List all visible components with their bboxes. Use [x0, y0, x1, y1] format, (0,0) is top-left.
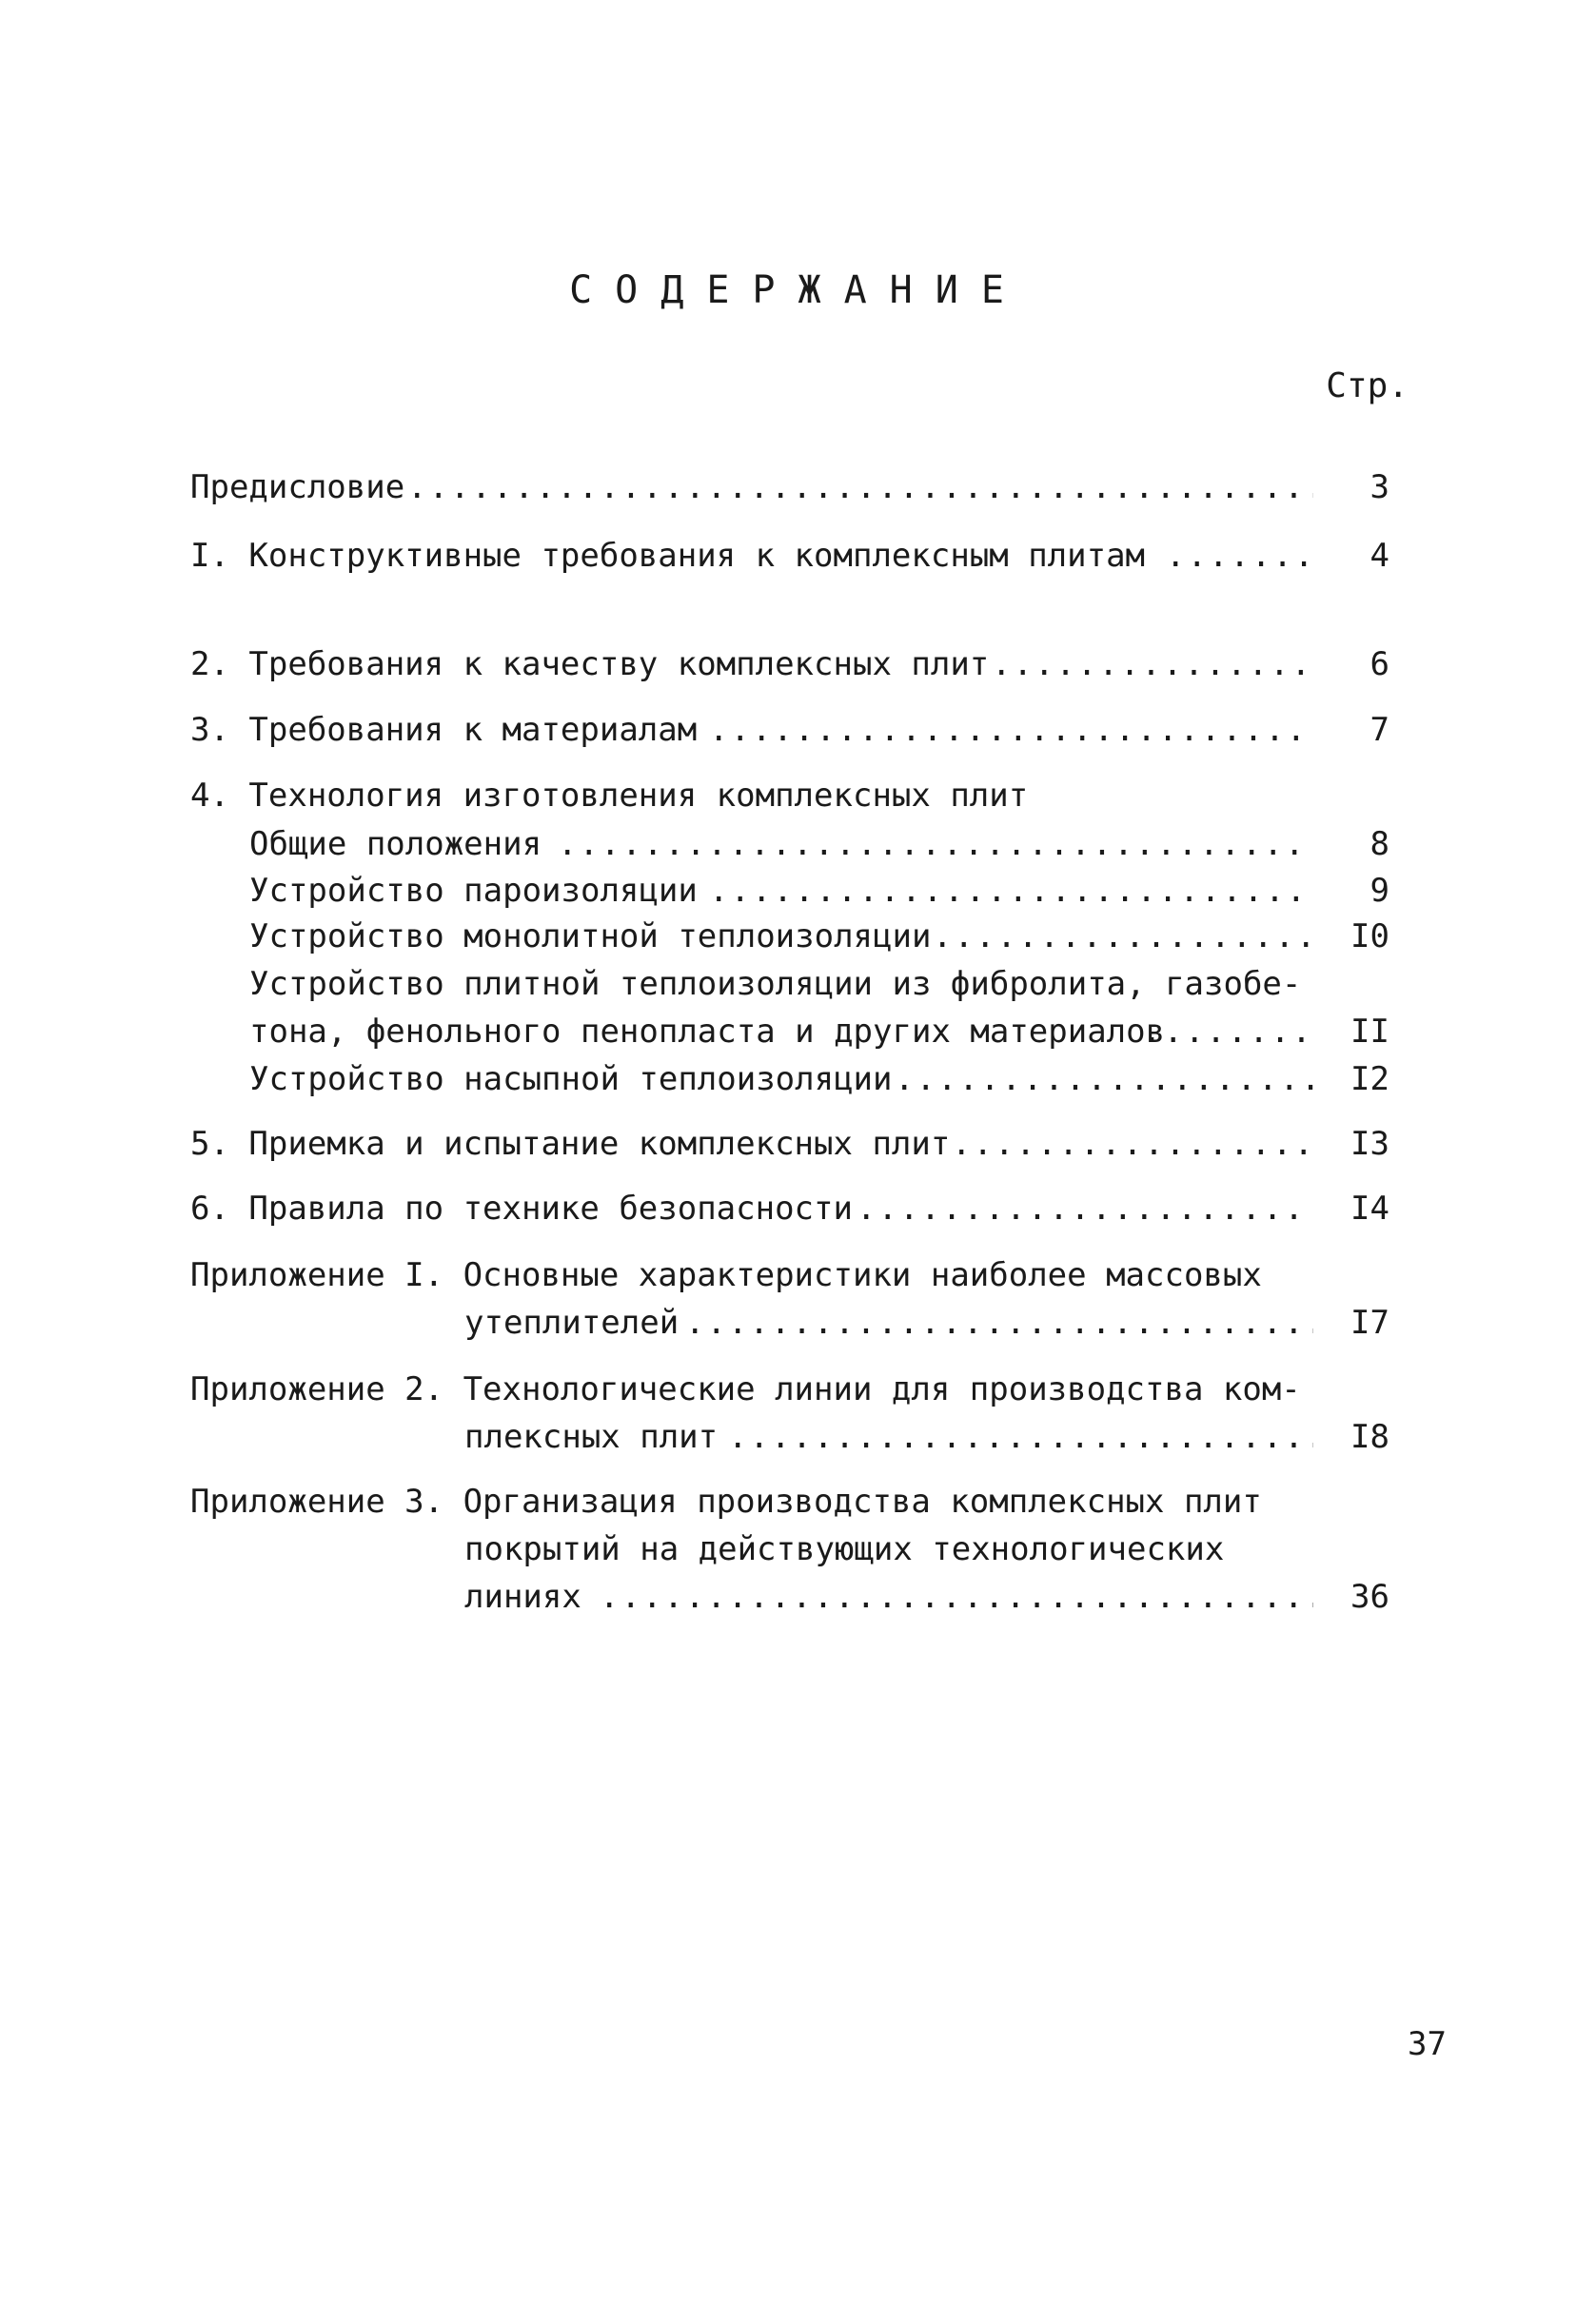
toc-entry-text: 4. Технология изготовления комплексных плит — [190, 777, 1029, 815]
page-column-header: Стр. — [1326, 366, 1409, 405]
toc-entry-text: покрытий на действующих технологических — [464, 1530, 1225, 1568]
toc-entry-monolithic-insulation[interactable] — [190, 915, 1389, 957]
toc-entry-text: Устройство монолитной теплоизоляции — [249, 917, 932, 955]
toc-page-number: 36 — [1350, 1578, 1389, 1616]
toc-dot-leader — [709, 870, 1313, 912]
toc-dot-leader — [709, 709, 1313, 751]
toc-entry-text: утеплителей — [464, 1304, 680, 1342]
toc-dot-leader — [558, 823, 1313, 865]
toc-entry-appendix-2-cont[interactable] — [190, 1416, 1389, 1458]
toc-page-number: 3 — [1369, 468, 1389, 506]
toc-page-number: 8 — [1369, 825, 1389, 863]
toc-page-number: II — [1350, 1013, 1389, 1051]
toc-dot-leader — [600, 1576, 1313, 1618]
toc-entry-section-6[interactable] — [190, 1188, 1389, 1230]
toc-entry-section-1[interactable] — [190, 535, 1389, 577]
toc-entry-text: Предисловие — [190, 468, 405, 506]
toc-entry-appendix-3-cont[interactable] — [190, 1528, 1389, 1570]
toc-page-number: I3 — [1350, 1125, 1389, 1163]
toc-entry-text: 6. Правила по технике безопасности — [190, 1190, 853, 1228]
toc-page-number: 4 — [1369, 537, 1389, 575]
page-title: СОДЕРЖАНИЕ — [569, 268, 1027, 312]
toc-entry-section-5[interactable] — [190, 1123, 1389, 1165]
toc-dot-leader — [992, 643, 1313, 685]
toc-entry-appendix-3[interactable] — [190, 1481, 1389, 1523]
toc-entry-text: тона, фенольного пенопласта и других материалов — [249, 1013, 1166, 1051]
page-number: 37 — [1408, 2025, 1447, 2063]
toc-entry-text: 5. Приемка и испытание комплексных плит — [190, 1125, 951, 1163]
toc-page-number: I2 — [1350, 1060, 1389, 1098]
toc-entry-text: 3. Требования к материалам — [190, 711, 698, 749]
toc-entry-appendix-1-cont[interactable] — [190, 1302, 1389, 1344]
toc-entry-vapor-barrier[interactable] — [190, 870, 1389, 912]
toc-entry-preface[interactable] — [190, 466, 1389, 508]
toc-entry-text: Общие положения — [249, 825, 542, 863]
toc-dot-leader — [728, 1416, 1313, 1458]
toc-entry-text: плексных плит — [464, 1418, 719, 1456]
toc-dot-leader — [685, 1302, 1313, 1344]
toc-page-number: 6 — [1369, 645, 1389, 683]
toc-page-number: I0 — [1350, 917, 1389, 955]
toc-entry-appendix-3-end[interactable] — [190, 1576, 1389, 1618]
toc-entry-text: Устройство плитной теплоизоляции из фибролита, газобе- — [249, 965, 1302, 1003]
toc-dot-leader — [952, 1123, 1313, 1165]
toc-entry-text: Приложение 2. Технологические линии для производства ком- — [190, 1370, 1301, 1408]
toc-dot-leader — [895, 1058, 1313, 1100]
toc-page-number: I8 — [1350, 1418, 1389, 1456]
toc-entry-appendix-1[interactable] — [190, 1254, 1389, 1296]
toc-entry-section-4[interactable] — [190, 775, 1389, 817]
toc-entry-text: Приложение 3. Организация производства комплексных плит — [190, 1483, 1262, 1521]
toc-entry-loose-fill-insulation[interactable] — [190, 1058, 1389, 1100]
toc-dot-leader — [1142, 1011, 1313, 1053]
toc-entry-appendix-2[interactable] — [190, 1368, 1389, 1410]
toc-entry-text: I. Конструктивные требования к комплексным плитам — [190, 537, 1146, 575]
toc-entry-text: Устройство пароизоляции — [249, 872, 698, 910]
toc-entry-text: Устройство насыпной теплоизоляции — [249, 1060, 893, 1098]
toc-dot-leader — [407, 466, 1313, 508]
toc-entry-section-3[interactable] — [190, 709, 1389, 751]
toc-dot-leader — [1166, 535, 1313, 577]
toc-page-number: I7 — [1350, 1304, 1389, 1342]
toc-page-number: I4 — [1350, 1190, 1389, 1228]
toc-entry-text: Приложение I. Основные характеристики наиболее массовых — [190, 1256, 1262, 1294]
toc-entry-slab-insulation-cont[interactable] — [190, 1011, 1389, 1053]
toc-entry-text: 2. Требования к качеству комплексных плит — [190, 645, 990, 683]
toc-dot-leader — [933, 915, 1313, 957]
toc-page-number: 7 — [1369, 711, 1389, 749]
toc-page-number: 9 — [1369, 872, 1389, 910]
toc-entry-text: линиях — [464, 1578, 581, 1616]
toc-entry-general-provisions[interactable] — [190, 823, 1389, 865]
toc-entry-section-2[interactable] — [190, 643, 1389, 685]
toc-entry-slab-insulation[interactable] — [190, 963, 1389, 1005]
toc-dot-leader — [857, 1188, 1313, 1230]
